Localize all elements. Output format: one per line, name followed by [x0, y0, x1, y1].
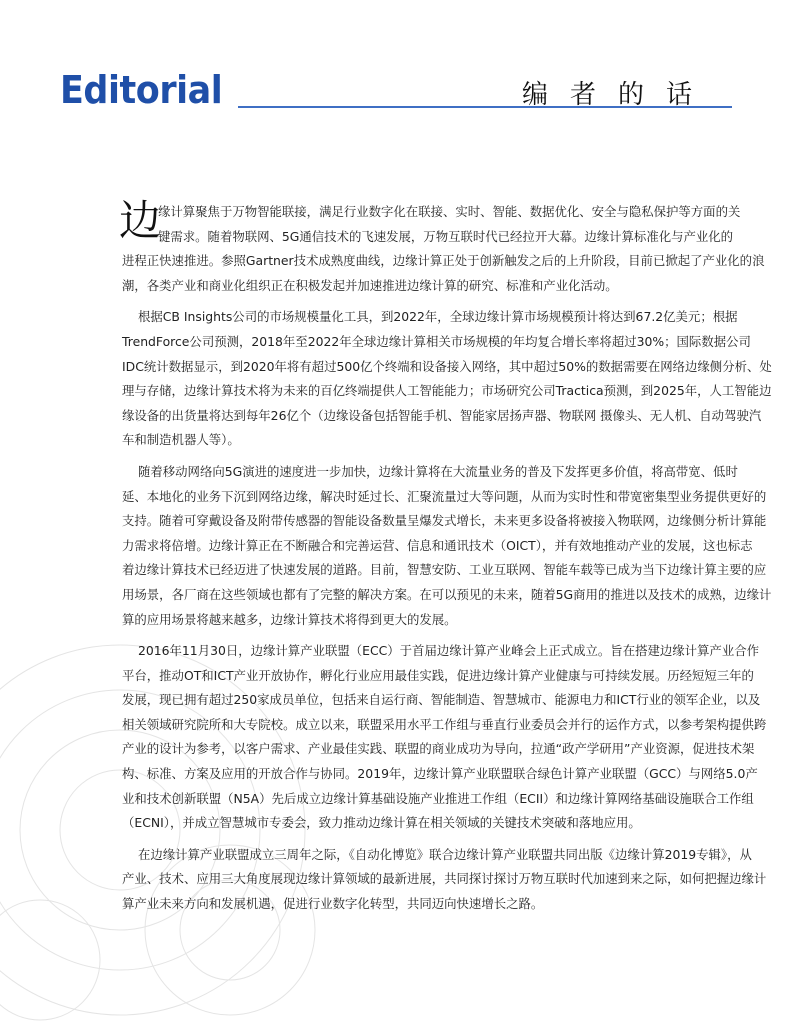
text-line: 用场景，各厂商在这些领域也都有了完整的解决方案。在可以预见的未来，随着5G商用的推进以及技术的成熟，边缘计: [122, 586, 772, 602]
text-line: 随着移动网络向5G演进的速度进一步加快，边缘计算将在大流量业务的普及下发挥更多价值，将高带宽、低时: [138, 463, 738, 479]
text-line: 进程正快速推进。参照Gartner技术成熟度曲线，边缘计算正处于创新触发之后的上升阶段，目前已掀起了产业化的浪: [122, 253, 765, 269]
text-line: 产业的设计为参考，以客户需求、产业最佳实践、联盟的商业成功为导向，拉通“政产学研用”产业资源，促进技术架: [122, 741, 755, 757]
text-line: 键需求。随着物联网、5G通信技术的飞速发展，万物互联时代已经拉开大幕。边缘计算标准化与产业化的: [158, 228, 734, 244]
paragraph: [122, 460, 772, 632]
text-line: （ECNI），并成立智慧城市专委会，致力推动边缘计算在相关领域的关键技术突破和落地应用。: [122, 815, 641, 831]
text-line: 延、本地化的业务下沉到网络边缘，解决时延过长、汇聚流量过大等问题，从而为实时性和带宽密集型业务提供更好的: [122, 488, 767, 504]
text-line: TrendForce公司预测，2018年至2022年全球边缘计算相关市场规模的年均复合增长率将超过30%；国际数据公司: [122, 333, 751, 349]
title-editorial: Editorial: [60, 68, 223, 112]
text-line: 根据CB Insights公司的市场规模量化工具，到2022年，全球边缘计算市场规模预计将达到67.2亿美元；根据: [138, 309, 738, 325]
paragraph: [122, 843, 767, 917]
text-line: 2016年11月30日，边缘计算产业联盟（ECC）于首届边缘计算产业峰会上正式成立。旨在搭建边缘计算产业合作: [138, 643, 759, 659]
title-chinese: 编者的话: [522, 80, 715, 110]
article-body: [119, 196, 772, 924]
text-line: 支持。随着可穿戴设备及附带传感器的智能设备数量呈爆发式增长，未来更多设备将被接入物联网，边缘侧分析计算能: [122, 513, 767, 529]
text-line: 理与存储，边缘计算技术将为未来的百亿终端提供人工智能能力；市场研究公司Tractica预测，到2025年，人工智能边: [122, 383, 772, 399]
text-line: 业和技术创新联盟（N5A）先后成立边缘计算基础设施产业推进工作组（ECII）和边缘计算网络基础设施联合工作组: [122, 790, 754, 806]
text-line: 缘设备的出货量将达到每年26亿个（边缘设备包括智能手机、智能家居扬声器、物联网 摄像头、无人机、自动驾驶汽: [122, 407, 762, 423]
text-line: 算产业未来方向和发展机遇，促进行业数字化转型，共同迈向快速增长之路。: [122, 896, 544, 912]
text-line: IDC统计数据显示，到2020年将有超过500亿个终端和设备接入网络，其中超过50%的数据需要在网络边缘侧分析、处: [122, 358, 772, 374]
text-line: 算的应用场景将越来越多，边缘计算技术将得到更大的发展。: [122, 611, 457, 627]
text-line: 着边缘计算技术已经迈进了快速发展的道路。目前，智慧安防、工业互联网、智能车载等已成为当下边缘计算主要的应: [122, 562, 767, 578]
drop-cap: 边: [119, 196, 162, 245]
paragraph: [122, 200, 765, 298]
text-line: 潮，各类产业和商业化组织正在积极发起并加速推进边缘计算的研究、标准和产业化活动。: [122, 277, 618, 293]
text-line: 产业、技术、应用三大角度展现边缘计算领域的最新进展，共同探讨探讨万物互联时代加速到来之际，如何把握边缘计: [122, 871, 767, 887]
text-line: 在边缘计算产业联盟成立三周年之际，《自动化博览》联合边缘计算产业联盟共同出版《边缘计算2019专辑》，从: [138, 846, 752, 862]
paragraph: [122, 639, 767, 836]
paragraphs: [122, 200, 772, 917]
text-line: 发展，现已拥有超过250家成员单位，包括来自运行商、智能制造、智慧城市、能源电力和ICT行业的领军企业，以及: [122, 692, 761, 708]
text-line: 平台，推动OT和ICT产业开放协作，孵化行业应用最佳实践，促进边缘计算产业健康与可持续发展。历经短短三年的: [122, 667, 754, 683]
text-line: 相关领域研究院所和大专院校。成立以来，联盟采用水平工作组与垂直行业委员会并行的运作方式，以参考架构提供跨: [122, 716, 767, 732]
text-line: 缘计算聚焦于万物智能联接，满足行业数字化在联接、实时、智能、数据优化、安全与隐私保护等方面的关: [158, 204, 741, 219]
text-line: 构、标准、方案及应用的开放合作与协同。2019年，边缘计算产业联盟联合绿色计算产业联盟（GCC）与网络5.0产: [122, 766, 758, 782]
paragraph: [122, 305, 772, 453]
text-line: 车和制造机器人等）。: [122, 432, 240, 448]
text-line: 力需求将倍增。边缘计算正在不断融合和完善运营、信息和通讯技术（OICT），并有效地推动产业的发展，这也标志: [122, 537, 753, 553]
